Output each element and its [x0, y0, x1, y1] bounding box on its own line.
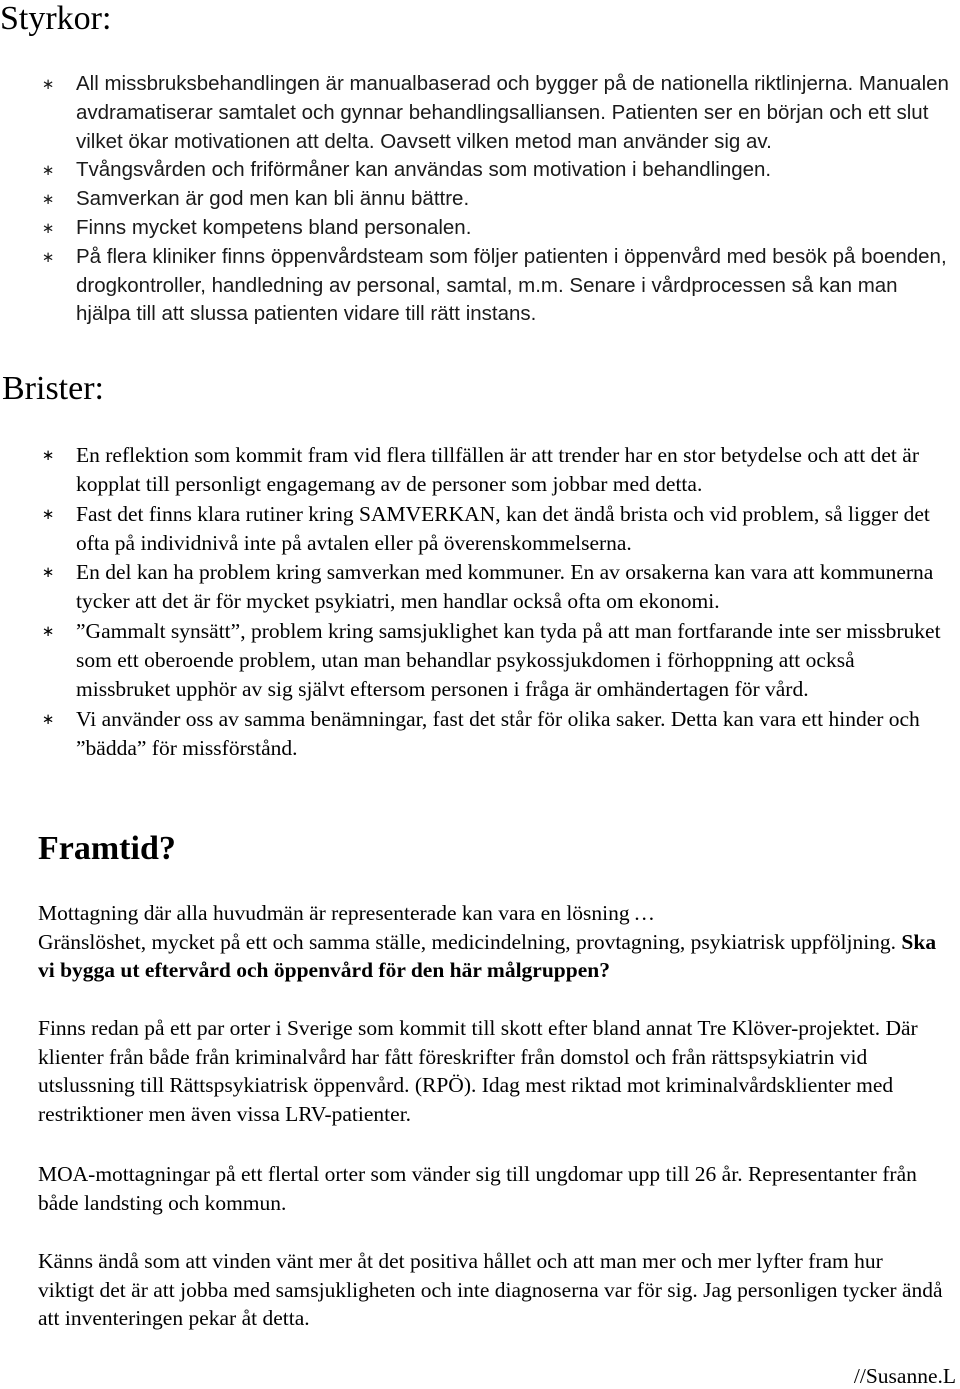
framtid-paragraph-2: Finns redan på ett par orter i Sverige som kommit till skott efter bland annat Tre Klöver-projektet. Där klienter från både från kriminalvård har fått föreskrifter från domstol och från rättspsykiatrin vid utslussning till Rättspsykiatrisk öppenvård. (RPÖ). Idag mest riktad mot kriminalvårdsklienter med restriktioner men även vissa LRV-patienter.: [38, 1016, 918, 1126]
paragraph-text: Mottagning där alla huvudmän är representerade kan vara en lösning: [38, 901, 630, 925]
bullet-icon: ∗: [41, 504, 55, 523]
bullet-icon: ∗: [41, 190, 55, 209]
list-item: [38, 185, 950, 214]
list-item-text: Tvångsvården och friförmåner kan användas som motivation i behandlingen.: [76, 158, 772, 182]
bullet-icon: ∗: [41, 621, 55, 640]
ellipsis: …: [635, 901, 655, 925]
list-item: [38, 156, 950, 185]
bullet-icon: ∗: [41, 218, 55, 237]
list-item: [38, 214, 950, 243]
framtid-paragraph-4: Känns ändå som att vinden vänt mer åt det positiva hållet och att man mer och mer lyfter fram hur viktigt det är att jobba med samsjukligheten och inte diagnoserna var för sig. Jag personligen tycker ändå att inventeringen pekar åt detta.: [38, 1249, 943, 1330]
list-item: [38, 558, 943, 617]
bullet-icon: ∗: [41, 709, 55, 728]
paragraph-text: Gränslöshet, mycket på ett och samma ställe, medicindelning, provtagning, psykiatrisk uppföljning.: [38, 929, 897, 954]
styrkor-list: [38, 70, 950, 329]
framtid-heading: Framtid?: [38, 830, 176, 867]
list-item-text: Finns mycket kompetens bland personalen.: [76, 215, 472, 239]
list-item-text: På flera kliniker finns öppenvårdsteam som följer patienten i öppenvård med besök på boenden, drogkontroller, handledning av personal, samtal, m.m. Senare i vårdprocessen så kan man hjälpa till att slussa patienten vidare till rätt instans.: [76, 244, 947, 326]
list-item: [38, 617, 943, 705]
bullet-icon: ∗: [41, 563, 55, 582]
list-item-text: Fast det finns klara rutiner kring SAMVERKAN, kan det ändå brista och vid problem, så ligger det ofta på individnivå inte på avtalen eller på överenskommelserna.: [76, 501, 930, 555]
list-item-text: Vi använder oss av samma benämningar, fast det står för olika saker. Detta kan vara ett hinder och ”bädda” för missförstånd.: [76, 706, 920, 760]
list-item-text: All missbruksbehandlingen är manualbaserad och bygger på de nationella riktlinjerna. Manualen avdramatiserar samtalet och gynnar behandlingsalliansen. Patienten ser en början och ett slut vilket ökar motivationen att delta. Oavsett vilken metod man använder sig av.: [76, 72, 949, 153]
framtid-paragraph-1: [38, 899, 943, 985]
list-item: [38, 243, 950, 329]
bullet-icon: ∗: [41, 75, 55, 93]
list-item-text: Samverkan är god men kan bli ännu bättre.: [76, 187, 470, 211]
emphasized-question: Ska vi bygga ut eftervård och öppenvård för den här målgruppen?: [38, 929, 937, 982]
bullet-icon: ∗: [41, 161, 55, 180]
bullet-icon: ∗: [41, 446, 55, 464]
list-item: [38, 441, 943, 500]
author-signature: //Susanne.L: [853, 1364, 956, 1388]
list-item-text: En reflektion som kommit fram vid flera tillfällen är att trender har en stor betydelse och att det är kopplat till personligt engagemang av de personer som jobbar med detta.: [76, 443, 919, 497]
framtid-paragraph-3: MOA-mottagningar på ett flertal orter som vänder sig till ungdomar upp till 26 år. Representanter från både landsting och kommun.: [38, 1162, 917, 1215]
list-item-text: En del kan ha problem kring samverkan med kommuner. En av orsakerna kan vara att kommunerna tycker att det är för mycket psykiatri, men handlar också ofta om ekonomi.: [76, 560, 934, 614]
styrkor-heading: Styrkor:: [0, 0, 112, 37]
bullet-icon: ∗: [41, 247, 55, 266]
list-item: [38, 500, 943, 559]
list-item: [38, 70, 950, 156]
list-item: [38, 705, 943, 764]
list-item-text: ”Gammalt synsätt”, problem kring samsjuklighet kan tyda på att man fortfarande inte ser missbruket som ett oberoende problem, utan man behandlar psykossjukdomen i förhoppning att också missbruket upphör av sig självt eftersom personen i fråga är omhändertagen för vård.: [76, 618, 941, 702]
brister-list: [38, 441, 943, 763]
brister-heading: Brister:: [2, 370, 104, 407]
